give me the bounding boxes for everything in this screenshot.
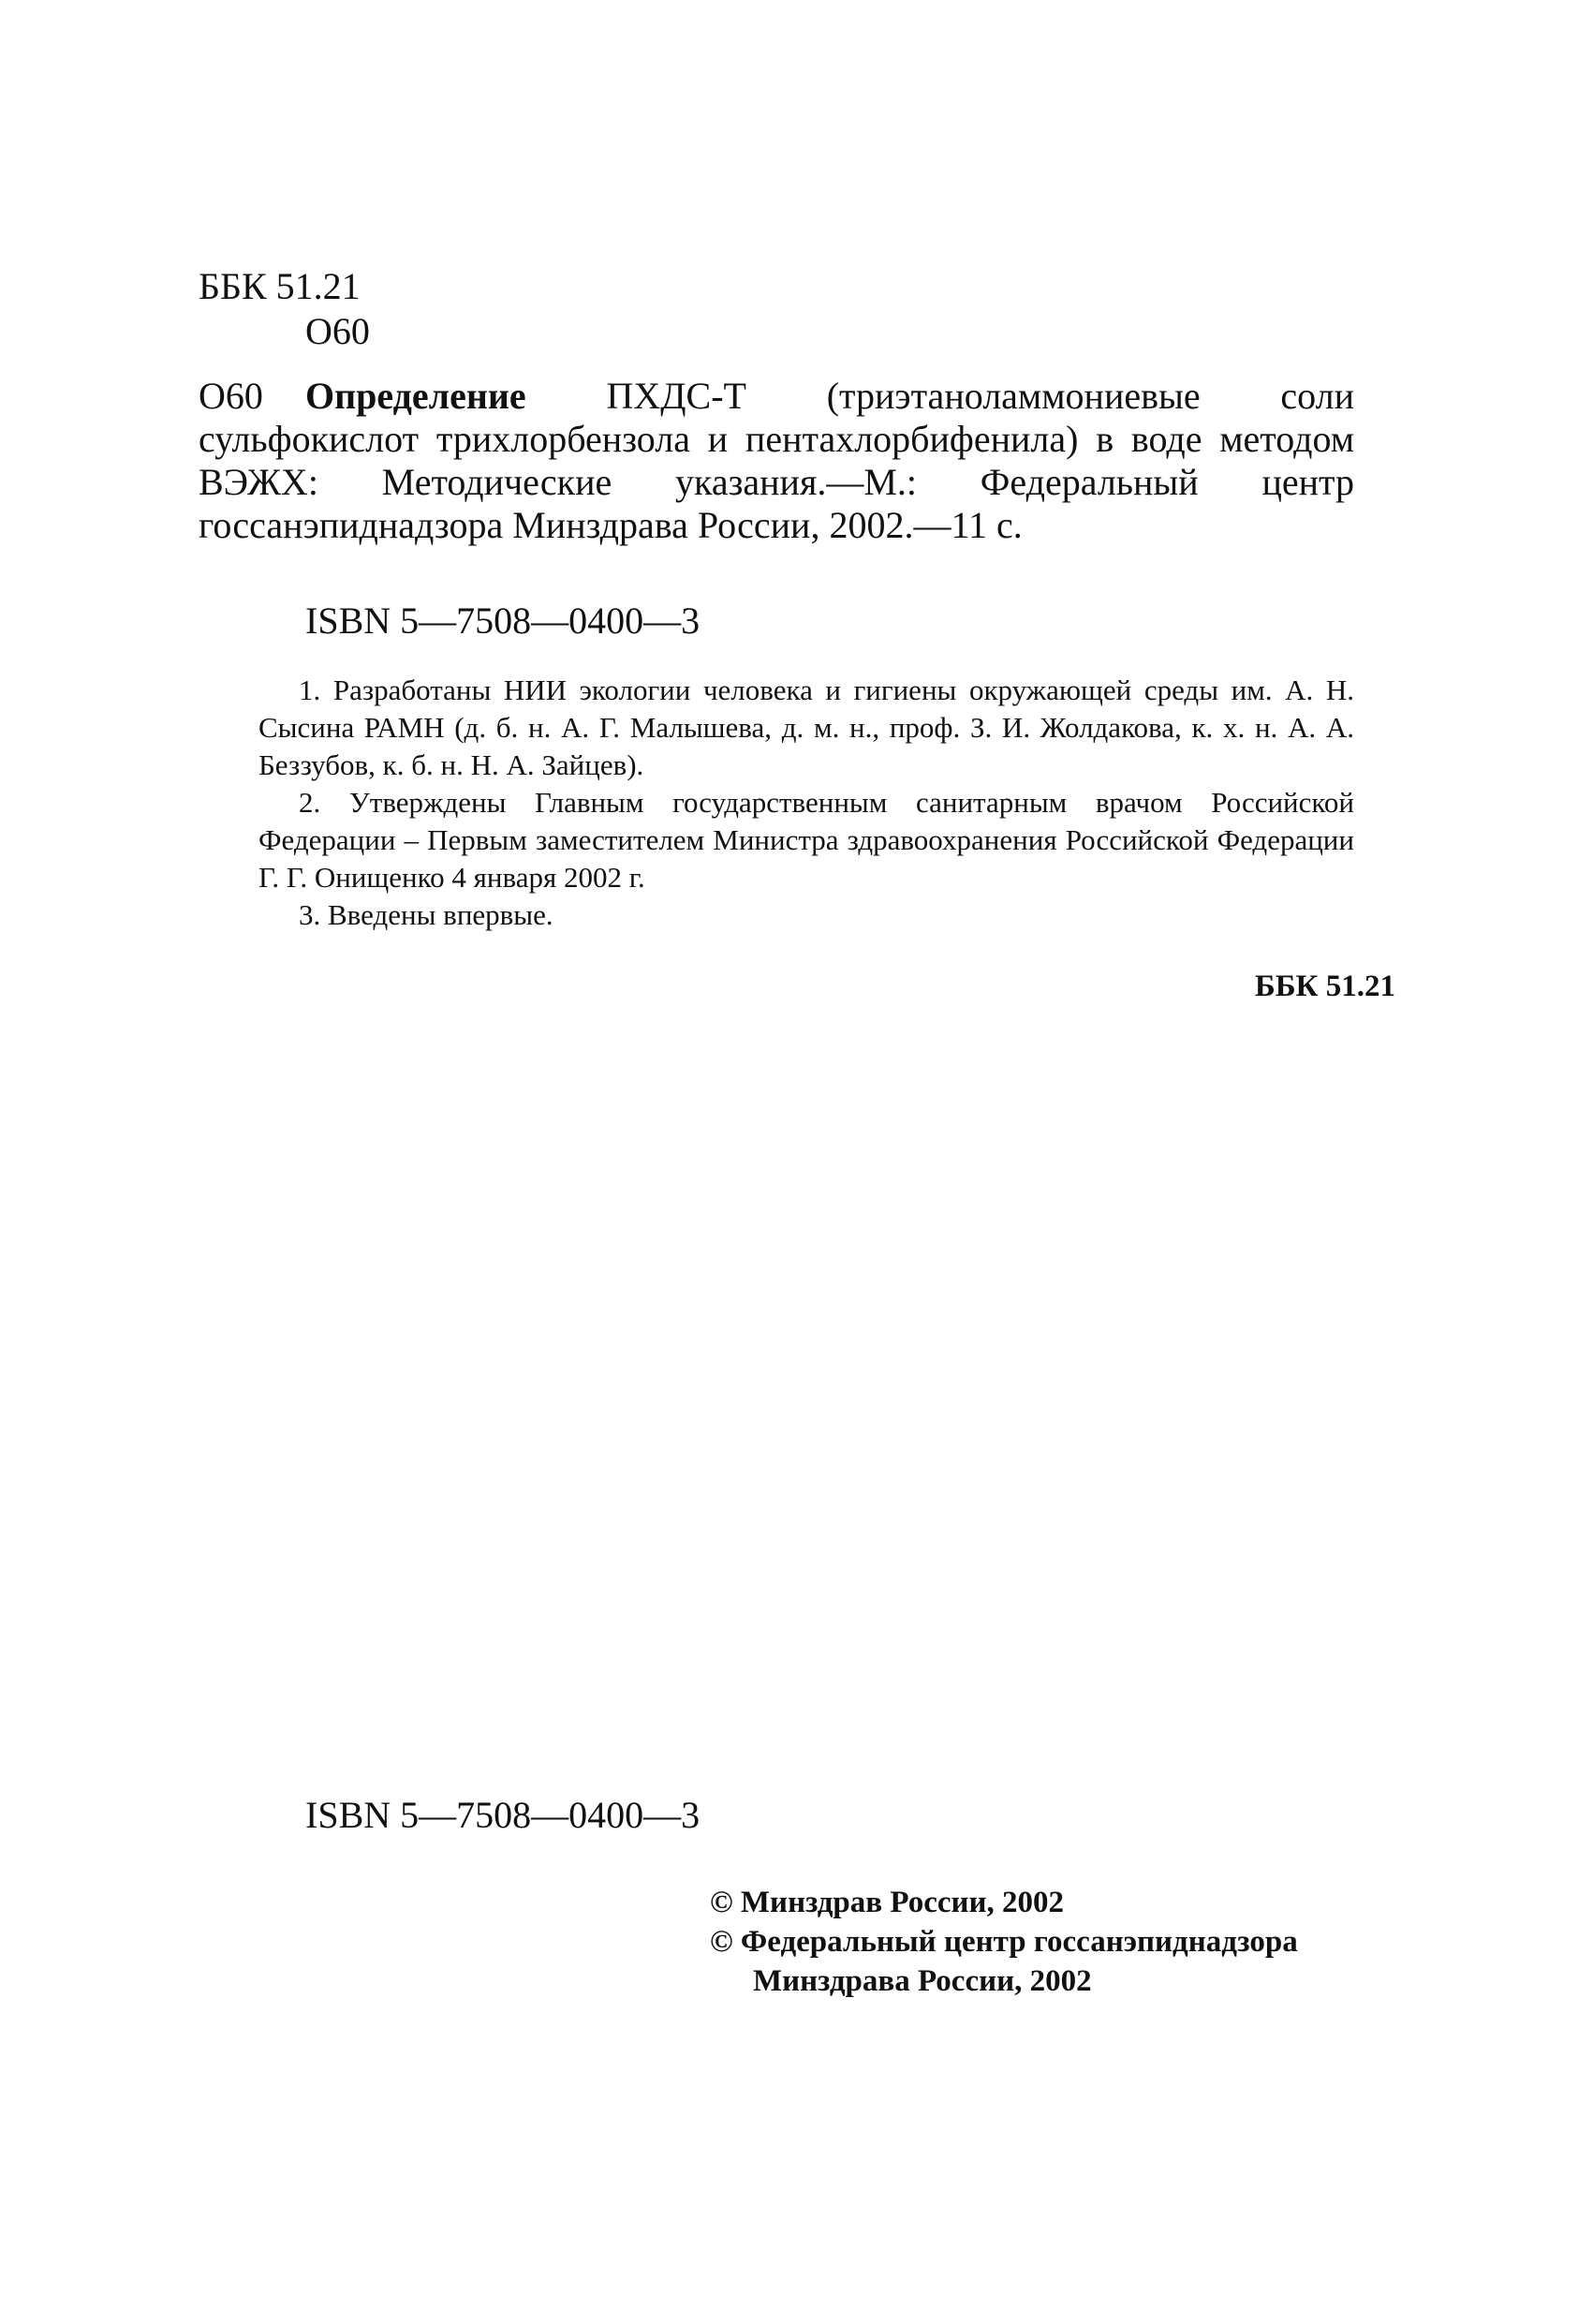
- note-introduced: 3. Введены впервые.: [299, 898, 553, 931]
- entry-description: ПХДС-Т (триэтаноламмониевые соли сульфокислот трихлорбензола и пентахлорбифенила) в воде методом ВЭЖХ: Методические указания.—М.: Федеральный центр госсанэпиднадзора Минздрава России, 2002.—11 с.: [199, 375, 1354, 546]
- isbn-top: ISBN 5—7508—0400—3: [305, 600, 701, 642]
- note-approved: 2. Утверждены Главным государственным санитарным врачом Российской Федерации – Первым заместителем Министра здравоохранения Российской Федерации Г. Г. Онищенко 4 января 2002 г.: [258, 786, 1354, 894]
- copyright-ministry: © Минздрав России, 2002: [710, 1886, 1065, 1919]
- author-code: О60: [305, 310, 370, 352]
- bbk-header: [199, 264, 370, 354]
- copyright-block: [710, 1883, 1298, 2001]
- entry-index-code: О60: [199, 375, 263, 417]
- copyright-center: © Федеральный центр госсанэпиднадзора: [710, 1925, 1298, 1959]
- entry-title-word: Определение: [305, 375, 526, 417]
- bibliographic-entry: [199, 375, 1354, 547]
- bbk-index-right: ББК 51.21: [1254, 970, 1395, 1003]
- entry-body: [199, 375, 1354, 547]
- isbn-bottom: ISBN 5—7508—0400—3: [305, 1794, 701, 1836]
- bbk-classification: ББК 51.21: [199, 265, 361, 307]
- notes-block: [258, 672, 1354, 934]
- note-developed: 1. Разработаны НИИ экологии человека и гигиены окружающей среды им. А. Н. Сысина РАМН (д. б. н. А. Г. Малышева, д. м. н., проф. З. И. Жолдакова, к. х. н. А. А. Беззубов, к. б. н. Н. А. Зайцев).: [258, 674, 1354, 781]
- copyright-center-ministry: Минздрава России, 2002: [753, 1964, 1092, 1998]
